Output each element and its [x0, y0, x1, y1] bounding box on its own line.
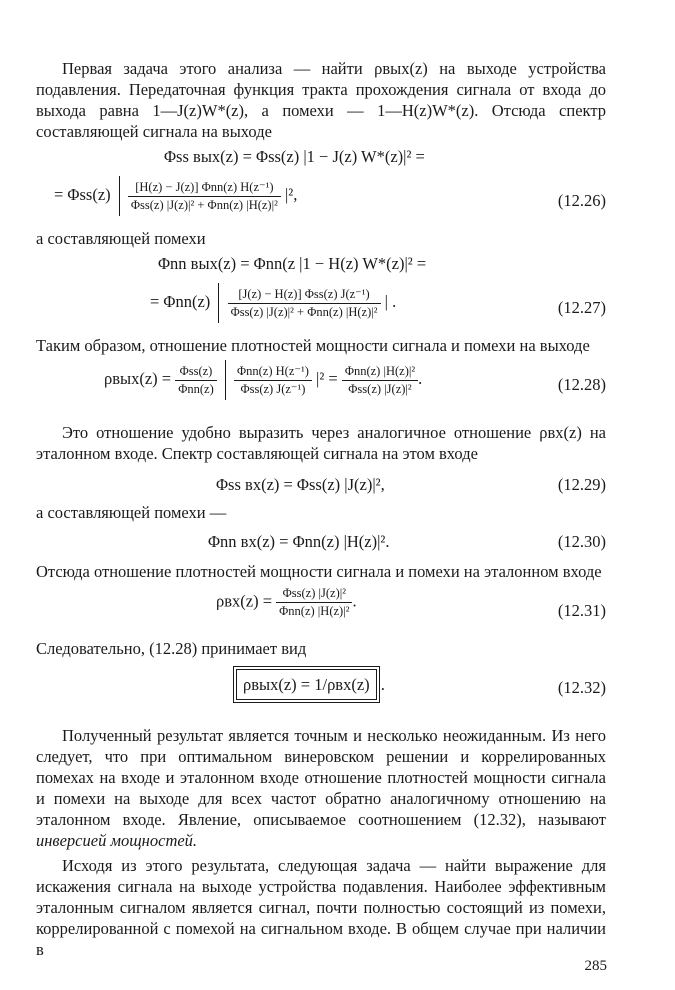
fraction: $\frac{\text{[H(z) − J(z)] Φnn(z) H(z⁻¹)}}{\text{Φss(z) |J(z)|² + Φnn(z) |H(z)|²}}$ [128, 180, 281, 213]
equation-12-29: Φss вх(z) = Φss(z) |J(z)|², (12.29) [216, 475, 606, 494]
equation-12-27b: = Φnn(z) $\frac{\text{[J(z) − H(z)] Φss(z) J(z⁻¹)}}{\text{Φss(z) |J(z)|² + Φnn(z) |H(z)|²}}$ | . (12.27) [36, 283, 606, 331]
equation-12-31: ρвх(z) = $\frac{\text{Φss(z) |J(z)|²}}{\text{Φnn(z) |H(z)|²}}$ . (12.31) [216, 586, 606, 620]
paragraph: Это отношение удобно выразить через аналогичное отношение ρвх(z) на эталонном входе. Спектр составляющей сигнала на этом входе [36, 423, 606, 463]
paragraph: а составляющей помехи — [36, 503, 227, 522]
page-body [36, 58, 606, 960]
equation-number: (12.26) [557, 191, 606, 210]
paragraph: Следовательно, (12.28) принимает вид [36, 639, 307, 658]
equation-12-30: Φnn вх(z) = Φnn(z) |H(z)|². (12.30) [208, 532, 606, 551]
paragraph: Таким образом, отношение плотностей мощности сигнала и помехи на выходе [36, 336, 590, 355]
equation-12-28: ρвых(z) = $\frac{\text{Φss(z)}}{\text{Φnn(z)}}$ $\frac{\text{Φnn(z) H(z⁻¹)}}{\text{Φss(z) J(z⁻¹)}}$ |² = $\frac{\text{Φnn(z) |H(z)|²}}{\text{Φss(z) |J(z)|²}}$ . (12.28) [36, 360, 606, 408]
term-power-inversion: инверсией мощностей. [36, 831, 198, 850]
fraction: $\frac{\text{[J(z) − H(z)] Φss(z) J(z⁻¹)}}{\text{Φss(z) |J(z)|² + Φnn(z) |H(z)|²}}$ [228, 287, 381, 320]
equation-number: (12.28) [557, 375, 606, 394]
paragraph: а составляющей помехи [36, 229, 206, 248]
paragraph: Исходя из этого результата, следующая задача — найти выражение для искажения сигнала на выходе устройства подавления. Наиболее эффективным эталонным сигналом является сигнал, почти полностью состоящий из помехи, коррелированной с помехой на сигнальном входе. В общем случае при наличии в [36, 856, 606, 959]
equation-12-27a: Φnn вых(z) = Φnn(z |1 − H(z) W*(z)|² = [158, 254, 427, 273]
paragraph: Первая задача этого анализа — найти ρвых(z) на выходе устройства подавления. Передаточная функция тракта прохождения сигнала от входа до выхода равна 1—J(z)W*(z), а помехи — 1—H(z)W*(z). Отсюда спектр составляющей сигнала на выходе [36, 59, 606, 141]
equation-12-26b: = Φss(z) $\frac{\text{[H(z) − J(z)] Φnn(z) H(z⁻¹)}}{\text{Φss(z) |J(z)|² + Φnn(z) |H(z)|²}}$ |², (12.26) [36, 176, 606, 224]
equation-number: (12.27) [557, 298, 606, 317]
equation-12-32: ρвых(z) = 1/ρвх(z) . (12.32) [36, 665, 606, 711]
equation-number: (12.30) [557, 532, 606, 551]
page-number: 285 [584, 958, 607, 974]
paragraph: Отсюда отношение плотностей мощности сигнала и помехи на эталонном входе [36, 562, 602, 581]
equation-number: (12.29) [557, 475, 606, 494]
equation-12-26a: Φss вых(z) = Φss(z) |1 − J(z) W*(z)|² = [164, 147, 425, 166]
equation-number: (12.31) [557, 601, 606, 620]
boxed-result: ρвых(z) = 1/ρвх(z) [236, 669, 377, 700]
equation-number: (12.32) [557, 678, 606, 697]
paragraph: Полученный результат является точным и несколько неожиданным. Из него следует, что при оптимальном винеровском решении и коррелированных помехах на входе и эталонном входе отношение плотностей мощности сигнала и помехи на выходе для всех частот обратно аналогичному отношению на эталонном входе. Явление, описываемое соотношением (12.32), называют инверсией мощностей. [36, 726, 606, 850]
